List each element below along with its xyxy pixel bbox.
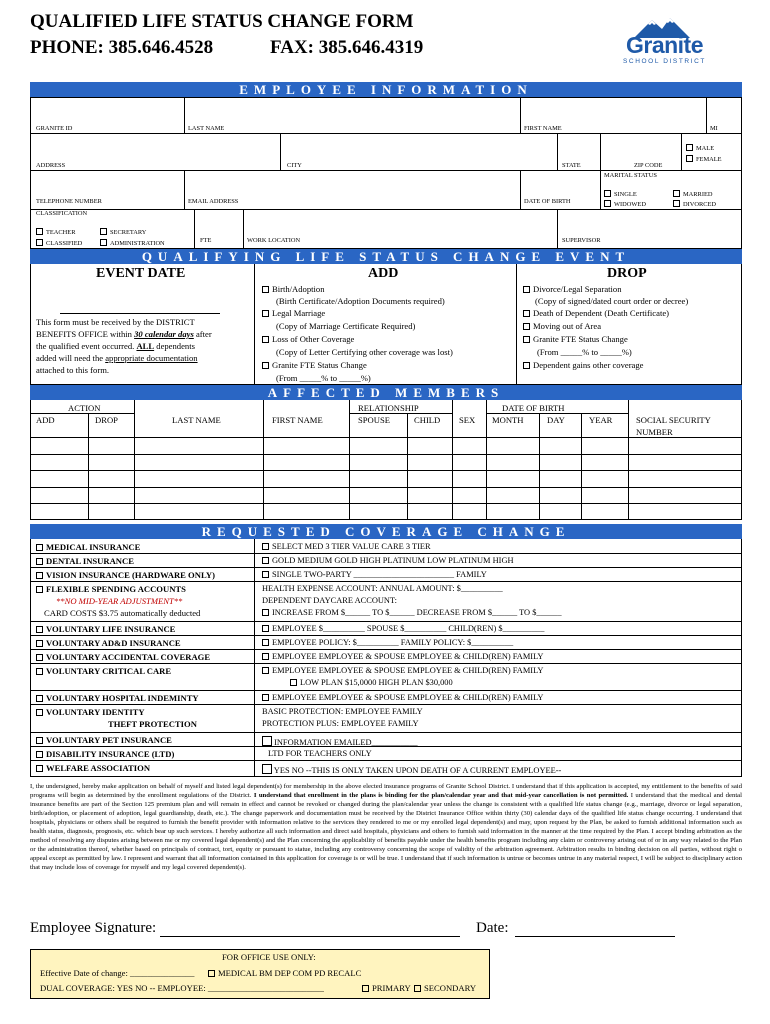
add-legal-marriage[interactable]: Legal Marriage [262,309,325,318]
hospital-tiers[interactable]: EMPLOYEE EMPLOYEE & SPOUSE EMPLOYEE & CHILD(REN) FAMILY [262,694,543,702]
add-policy-amounts[interactable]: EMPLOYEE POLICY: $__________ FAMILY POLICY: $__________ [262,639,513,647]
city-label: CITY [287,162,302,169]
employee-info-band: EMPLOYEE INFORMATION [30,82,742,97]
zip-label: ZIP CODE [634,162,663,169]
note-line-2: BENEFITS OFFICE within 30 calendar days after [36,329,212,339]
date-label: Date: [476,920,509,936]
mi-label: MI [710,125,718,132]
male-option[interactable]: MALE [686,144,714,152]
dob-header: DATE OF BIRTH [502,403,565,413]
add-heading: ADD [368,266,399,281]
voluntary-accidental-option[interactable]: VOLUNTARY ACCIDENTAL COVERAGE [36,653,210,662]
first-name-label: FIRST NAME [524,125,562,132]
add-birth-adoption[interactable]: Birth/Adoption [262,285,325,294]
card-cost-note: CARD COSTS $3.75 automatically deducted [44,608,201,618]
state-label: STATE [562,162,581,169]
marital-status-label: MARITAL STATUS [604,172,657,179]
no-midyear-note: **NO MID-YEAR ADJUSTMENT** [56,596,183,606]
work-location-label: WORK LOCATION [247,237,301,244]
teacher-option[interactable]: TEACHER [36,228,75,236]
medical-insurance-option[interactable]: MEDICAL INSURANCE [36,543,140,552]
coverage-band: REQUESTED COVERAGE CHANGE [30,524,742,539]
divorced-option[interactable]: DIVORCED [673,200,716,208]
drop-fte-range: (From _____% to _____%) [537,347,632,357]
dual-coverage-field[interactable]: DUAL COVERAGE: YES NO -- EMPLOYEE: ___________________________ [40,983,324,993]
fsa-option[interactable]: FLEXIBLE SPENDING ACCOUNTS [36,585,186,594]
relationship-header: RELATIONSHIP [358,403,419,413]
drop-fte-change[interactable]: Granite FTE Status Change [523,335,628,344]
add-loss-coverage[interactable]: Loss of Other Coverage [262,335,354,344]
address-label: ADDRESS [36,162,66,169]
health-expense-account[interactable]: HEALTH EXPENSE ACCOUNT: ANNUAL AMOUNT: $__________ [262,584,503,593]
drop-moving[interactable]: Moving out of Area [523,322,601,331]
note-line-4: added will need the appropriate documentation [36,353,198,363]
add-col-header: ADD [36,415,55,425]
secretary-option[interactable]: SECRETARY [100,228,146,236]
theft-protection-label: THEFT PROTECTION [108,719,197,729]
affected-members-band: AFFECTED MEMBERS [30,385,742,400]
single-option[interactable]: SINGLE [604,190,637,198]
widowed-option[interactable]: WIDOWED [604,200,646,208]
vision-choices[interactable]: SINGLE TWO-PARTY ________________________ FAMILY [262,571,487,579]
note-line-5: attached to this form. [36,365,110,375]
dental-choices[interactable]: GOLD MEDIUM GOLD HIGH PLATINUM LOW PLATINUM HIGH [262,557,514,565]
vision-insurance-option[interactable]: VISION INSURANCE (HARDWARE ONLY) [36,571,215,580]
signature-line[interactable] [160,936,460,937]
critical-care-tiers[interactable]: EMPLOYEE EMPLOYEE & SPOUSE EMPLOYEE & CHILD(REN) FAMILY [262,667,543,675]
qualifying-event-band: QUALIFYING LIFE STATUS CHANGE EVENT [30,249,742,264]
email-label: EMAIL ADDRESS [188,198,239,205]
administration-option[interactable]: ADMINISTRATION [100,239,165,247]
add-fte-range: (From _____% to _____%) [276,373,371,383]
spouse-col-header: SPOUSE [358,415,390,425]
fax-number: FAX: 385.646.4319 [270,37,424,58]
ssn-col-header-2: NUMBER [636,427,673,437]
add-birth-note: (Birth Certificate/Adoption Documents required) [276,296,445,306]
child-col-header: CHILD [414,415,441,425]
add-marriage-note: (Copy of Marriage Certificate Required) [276,321,416,331]
voluntary-life-option[interactable]: VOLUNTARY LIFE INSURANCE [36,625,175,634]
identity-protection-plus[interactable]: PROTECTION PLUS: EMPLOYEE FAMILY [262,719,419,728]
supervisor-label: SUPERVISOR [562,237,601,244]
medical-choices[interactable]: SELECT MED 3 TIER VALUE CARE 3 TIER [262,543,431,551]
married-option[interactable]: MARRIED [673,190,712,198]
drop-divorce-note: (Copy of signed/dated court order or decree) [535,296,689,306]
date-line[interactable] [515,936,675,937]
drop-heading: DROP [607,266,647,281]
note-line-1: This form must be received by the DISTRICT [36,317,195,327]
life-amounts[interactable]: EMPLOYEE $__________ SPOUSE $__________ CHILD(REN) $__________ [262,625,544,633]
last-name-col-header: LAST NAME [172,415,221,425]
accidental-tiers[interactable]: EMPLOYEE EMPLOYEE & SPOUSE EMPLOYEE & CHILD(REN) FAMILY [262,653,543,661]
critical-care-plans[interactable]: LOW PLAN $15,0000 HIGH PLAN $30,000 [290,679,453,687]
welfare-option[interactable]: WELFARE ASSOCIATION [36,764,150,773]
fte-label: FTE [200,237,212,244]
pet-insurance-emailed[interactable]: INFORMATION EMAILED___________ [262,736,418,747]
welfare-yes-no[interactable]: YES NO --THIS IS ONLY TAKEN UPON DEATH OF A CURRENT EMPLOYEE-- [262,764,561,775]
event-date-heading: EVENT DATE [96,266,186,281]
agreement-paragraph: I, the undersigned, hereby make application on behalf of myself and listed legal dependent(s) for membership in the above elected insurance programs of Granite School District. I understand that if this application is accepted, my entitlement to the benefits of said programs will begin as determined by the enrollment regulations of the District. I understand that enrollment in the plans is binding for the plan/calendar year and that mid-year cancellation is not permitted. I understand that the medical and dental insurance benefits are part of the Section 125 premium plan and will remain in effect and cannot be revoked or changed during the plan/calendar year unless the change is consistent with a qualified life status change (e.g., marriage, divorce or legal separation, birth/adoption, or placement of adoption, legal guardianship, death, etc.). The change paperwork and documentation must be received by the District Insurance Office within thirty (30) calendar days of the qualified life status change occurring. I understand that hospitals, physicians or others shall be required to furnish the benefit provider with information relative to the services they rendered to me or my enrolled legal dependent(s) and may, upon request by the Plan, be asked to furnish additional information such as health status, diagnosis, prognosis, etc. which bear up such services. I hereby authorize all such information and direct said hospitals, physicians and others to furnish said information in the manner at the time required by the Plan. I accept binding arbitration as the method of resolving any disputes arising between me or my covered legal dependent(s) and the Plan concerning the applicability of benefits payable under the health benefits program including any claim or controversy arising out of or in any way related to the Plan or the administration thereof, whether based on principals of contract, tort, equity or pursuant to statue, including any controversy concerning the scope of validity of the arbitration agreement. Arbitration results in binding decision on all parties, without right o appeal except as permitted by law. I represent and warrant that all information contained in this application for coverage is or will be true. I understand that if such information is untrue or becomes untrue in any material respect, I will be subject to disciplinary action that may include loss of coverage for myself and my legal covered dependent(s). [30,783,743,871]
daycare-change-amounts[interactable]: INCREASE FROM $______ TO $______ DECREASE FROM $______ TO $______ [262,609,562,617]
telephone-label: TELEPHONE NUMBER [36,198,102,205]
logo-wordmark: Granite [625,32,704,58]
ssn-col-header-1: SOCIAL SECURITY [636,415,711,425]
ltd-teachers-only: LTD FOR TEACHERS ONLY [268,749,372,758]
female-option[interactable]: FEMALE [686,155,722,163]
granite-id-label: GRANITE ID [36,125,73,132]
dependent-daycare-account: DEPENDENT DAYCARE ACCOUNT: [262,596,397,605]
voluntary-pet-option[interactable]: VOLUNTARY PET INSURANCE [36,736,172,745]
dob-label: DATE OF BIRTH [524,198,571,205]
voluntary-add-option[interactable]: VOLUNTARY AD&D INSURANCE [36,639,181,648]
drop-col-header: DROP [95,415,118,425]
signature-label: Employee Signature: [30,920,157,936]
secondary-option[interactable]: SECONDARY [414,984,476,993]
classified-option[interactable]: CLASSIFIED [36,239,82,247]
last-name-label: LAST NAME [188,125,225,132]
add-loss-note: (Copy of Letter Certifying other coverage was lost) [276,347,453,357]
dental-insurance-option[interactable]: DENTAL INSURANCE [36,557,134,566]
phone-number: PHONE: 385.646.4528 [30,37,214,58]
office-checks[interactable]: MEDICAL BM DEP COM PD RECALC [208,969,361,978]
drop-other-coverage[interactable]: Dependent gains other coverage [523,361,643,370]
first-name-col-header: FIRST NAME [272,415,323,425]
action-header: ACTION [68,403,101,413]
voluntary-identity-option[interactable]: VOLUNTARY IDENTITY [36,708,145,717]
add-fte-change[interactable]: Granite FTE Status Change [262,361,367,370]
drop-divorce[interactable]: Divorce/Legal Separation [523,285,622,294]
classification-label: CLASSIFICATION [36,210,88,217]
drop-death[interactable]: Death of Dependent (Death Certificate) [523,309,669,318]
office-use-title: FOR OFFICE USE ONLY: [222,952,316,962]
day-col-header: DAY [547,415,565,425]
sex-col-header: SEX [459,415,476,425]
voluntary-critical-option[interactable]: VOLUNTARY CRITICAL CARE [36,667,171,676]
year-col-header: YEAR [589,415,613,425]
event-date-line[interactable] [60,313,220,314]
effective-date-field[interactable]: Effective Date of change: _______________ [40,968,195,978]
identity-basic-protection[interactable]: BASIC PROTECTION: EMPLOYEE FAMILY [262,707,423,716]
disability-option[interactable]: DISABILITY INSURANCE (LTD) [36,750,174,759]
primary-option[interactable]: PRIMARY [362,984,411,993]
voluntary-hospital-option[interactable]: VOLUNTARY HOSPITAL INDEMINTY [36,694,199,703]
note-line-3: the qualified event occurred. ALL dependents [36,341,195,351]
logo-subtext: SCHOOL DISTRICT [623,58,706,65]
form-title: QUALIFIED LIFE STATUS CHANGE FORM [30,11,414,32]
month-col-header: MONTH [492,415,524,425]
granite-logo [612,14,717,70]
